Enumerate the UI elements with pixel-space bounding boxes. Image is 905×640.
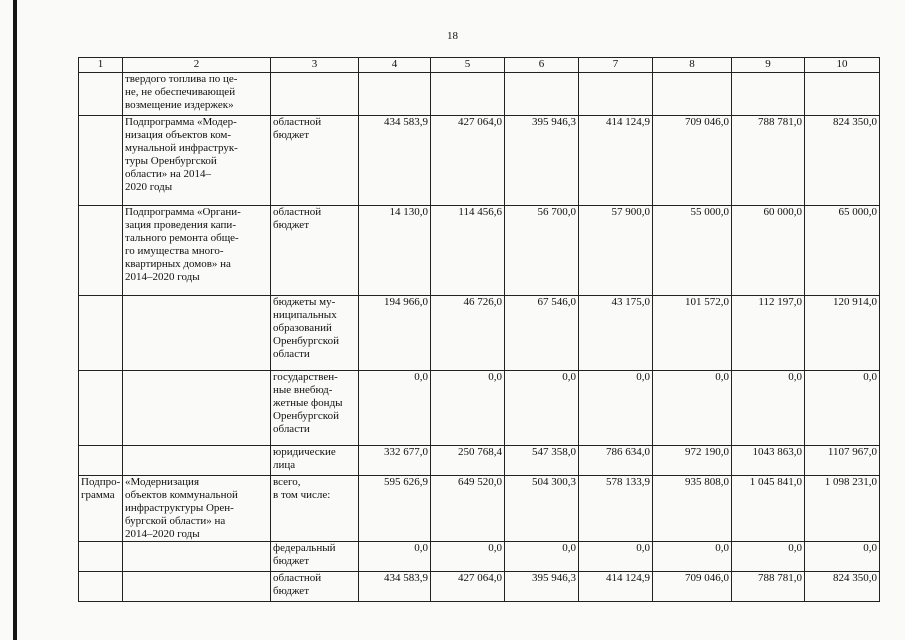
value-cell: 434 583,9 (359, 116, 431, 206)
table-row (79, 206, 880, 296)
value-cell: 788 781,0 (732, 116, 805, 206)
column-header: 9 (732, 58, 805, 73)
value-cell (359, 73, 431, 116)
value-cell: 824 350,0 (805, 572, 880, 602)
value-cell: 112 197,0 (732, 296, 805, 371)
value-cell (431, 73, 505, 116)
column-header: 2 (123, 58, 271, 73)
row-name-cell (123, 542, 271, 572)
row-category-cell (79, 73, 123, 116)
funding-source-cell: юридические лица (271, 446, 359, 476)
value-cell: 0,0 (505, 371, 579, 446)
funding-source-cell: бюджеты му- ниципальных образований Оренбургской области (271, 296, 359, 371)
value-cell: 56 700,0 (505, 206, 579, 296)
row-name-cell (123, 296, 271, 371)
row-category-cell (79, 371, 123, 446)
value-cell: 414 124,9 (579, 572, 653, 602)
value-cell: 649 520,0 (431, 476, 505, 542)
value-cell: 709 046,0 (653, 572, 732, 602)
value-cell (732, 73, 805, 116)
funding-source-cell (271, 73, 359, 116)
value-cell: 786 634,0 (579, 446, 653, 476)
value-cell: 427 064,0 (431, 116, 505, 206)
page-number: 18 (447, 30, 458, 42)
column-header: 1 (79, 58, 123, 73)
value-cell: 1 045 841,0 (732, 476, 805, 542)
funding-source-cell: областной бюджет (271, 116, 359, 206)
value-cell: 250 768,4 (431, 446, 505, 476)
value-cell: 0,0 (732, 371, 805, 446)
row-name-cell (123, 371, 271, 446)
column-header: 8 (653, 58, 732, 73)
value-cell: 0,0 (653, 371, 732, 446)
table-row (79, 542, 880, 572)
value-cell: 0,0 (359, 542, 431, 572)
value-cell: 65 000,0 (805, 206, 880, 296)
value-cell: 0,0 (805, 371, 880, 446)
row-category-cell (79, 542, 123, 572)
table-row (79, 476, 880, 542)
column-header: 7 (579, 58, 653, 73)
value-cell: 972 190,0 (653, 446, 732, 476)
budget-table (78, 57, 880, 602)
row-name-cell: Подпрограмма «Модер- низация объектов ком- мунальной инфраструк- туры Оренбургской области» на 2014– 2020 годы (123, 116, 271, 206)
value-cell: 14 130,0 (359, 206, 431, 296)
value-cell (505, 73, 579, 116)
value-cell: 0,0 (505, 542, 579, 572)
row-category-cell (79, 572, 123, 602)
table-row (79, 446, 880, 476)
row-name-cell: «Модернизация объектов коммунальной инфраструктуры Орен- бургской области» на 2014–2020 годы (123, 476, 271, 542)
value-cell: 595 626,9 (359, 476, 431, 542)
value-cell: 194 966,0 (359, 296, 431, 371)
row-name-cell (123, 446, 271, 476)
row-category-cell (79, 116, 123, 206)
funding-source-cell: федеральный бюджет (271, 542, 359, 572)
value-cell: 332 677,0 (359, 446, 431, 476)
value-cell: 547 358,0 (505, 446, 579, 476)
value-cell: 0,0 (431, 542, 505, 572)
funding-source-cell: всего, в том числе: (271, 476, 359, 542)
table-body (79, 73, 880, 602)
column-header: 3 (271, 58, 359, 73)
value-cell: 427 064,0 (431, 572, 505, 602)
value-cell: 709 046,0 (653, 116, 732, 206)
column-header: 10 (805, 58, 880, 73)
value-cell: 935 808,0 (653, 476, 732, 542)
value-cell: 0,0 (579, 542, 653, 572)
value-cell: 1043 863,0 (732, 446, 805, 476)
value-cell: 120 914,0 (805, 296, 880, 371)
value-cell: 0,0 (805, 542, 880, 572)
value-cell: 67 546,0 (505, 296, 579, 371)
value-cell (805, 73, 880, 116)
table-row (79, 296, 880, 371)
table-row (79, 572, 880, 602)
value-cell: 504 300,3 (505, 476, 579, 542)
row-category-cell (79, 446, 123, 476)
header-row (79, 58, 880, 73)
row-name-cell (123, 572, 271, 602)
value-cell: 0,0 (579, 371, 653, 446)
value-cell: 55 000,0 (653, 206, 732, 296)
funding-source-cell: областной бюджет (271, 206, 359, 296)
value-cell: 0,0 (431, 371, 505, 446)
value-cell: 114 456,6 (431, 206, 505, 296)
value-cell: 1107 967,0 (805, 446, 880, 476)
value-cell: 788 781,0 (732, 572, 805, 602)
value-cell: 0,0 (732, 542, 805, 572)
column-header: 5 (431, 58, 505, 73)
value-cell: 578 133,9 (579, 476, 653, 542)
value-cell: 101 572,0 (653, 296, 732, 371)
value-cell: 434 583,9 (359, 572, 431, 602)
value-cell: 414 124,9 (579, 116, 653, 206)
value-cell: 395 946,3 (505, 116, 579, 206)
column-header: 4 (359, 58, 431, 73)
row-category-cell (79, 206, 123, 296)
value-cell: 60 000,0 (732, 206, 805, 296)
row-category-cell (79, 296, 123, 371)
column-header: 6 (505, 58, 579, 73)
table-row (79, 371, 880, 446)
funding-source-cell: государствен- ные внебюд- жетные фонды Оренбургской области (271, 371, 359, 446)
value-cell: 46 726,0 (431, 296, 505, 371)
table-row (79, 73, 880, 116)
value-cell: 824 350,0 (805, 116, 880, 206)
value-cell (579, 73, 653, 116)
row-category-cell: Подпро- грамма (79, 476, 123, 542)
row-name-cell: твердого топлива по це- не, не обеспечивающей возмещение издержек» (123, 73, 271, 116)
value-cell: 0,0 (359, 371, 431, 446)
value-cell: 1 098 231,0 (805, 476, 880, 542)
value-cell: 57 900,0 (579, 206, 653, 296)
funding-source-cell: областной бюджет (271, 572, 359, 602)
table-row (79, 116, 880, 206)
binding-edge (13, 0, 17, 640)
value-cell: 43 175,0 (579, 296, 653, 371)
value-cell (653, 73, 732, 116)
value-cell: 395 946,3 (505, 572, 579, 602)
row-name-cell: Подпрограмма «Органи- зация проведения капи- тального ремонта обще- го имущества много- квартирных домов» на 2014–2020 годы (123, 206, 271, 296)
value-cell: 0,0 (653, 542, 732, 572)
